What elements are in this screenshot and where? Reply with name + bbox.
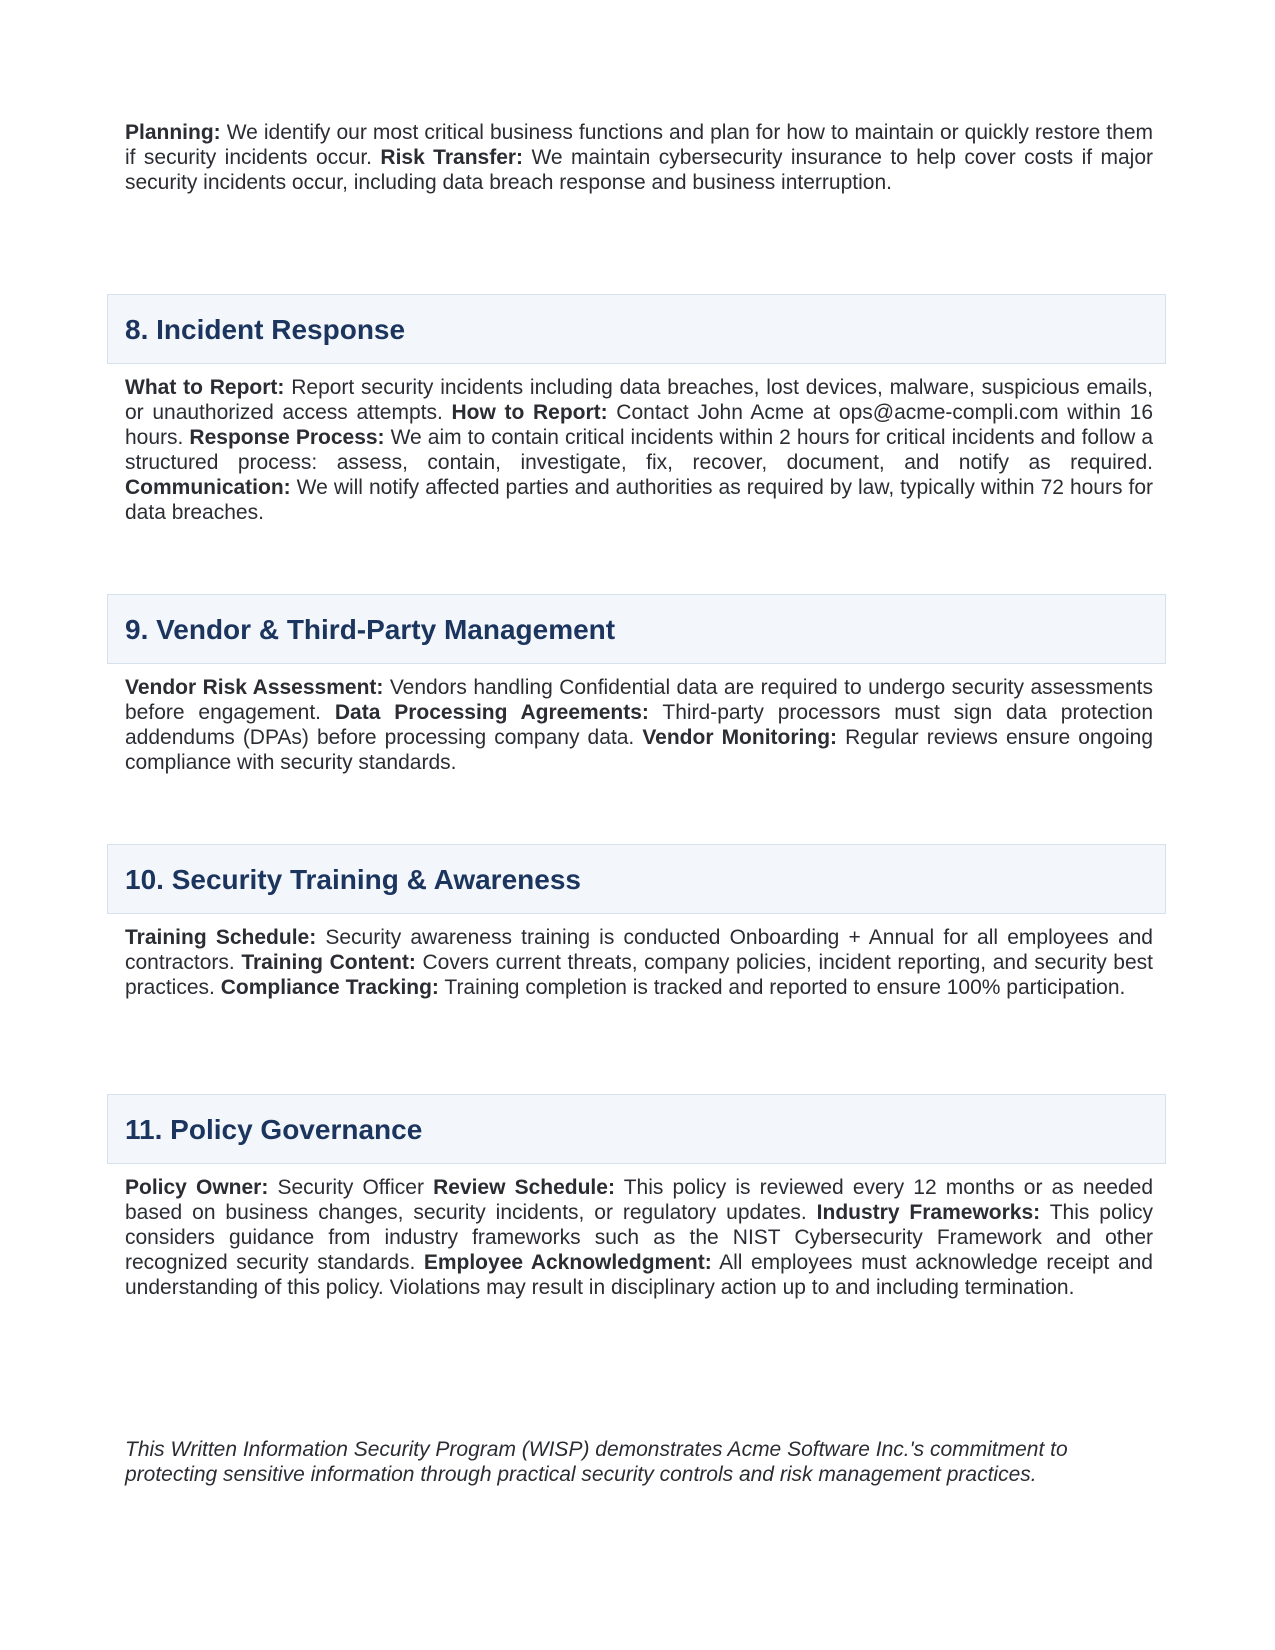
how-to-report-label: How to Report: (451, 401, 608, 424)
industry-frameworks-label: Industry Frameworks: (816, 1201, 1041, 1224)
what-to-report-text: Report security incidents including data breaches, lost devices, malware, suspicious emails, or unauthorized access attempts. (125, 376, 1153, 424)
how-to-report-text: Contact John Acme at ops@acme-compli.com within 16 hours. (125, 401, 1153, 449)
section-8-title: 8. Incident Response (125, 314, 406, 345)
dpa-label: Data Processing Agreements: (334, 701, 649, 724)
response-process-label: Response Process: (189, 426, 385, 449)
employee-acknowledgment-label: Employee Acknowledgment: (423, 1251, 712, 1274)
communication-label: Communication: (125, 476, 291, 499)
closing-statement: This Written Information Security Program (WISP) demonstrates Acme Software Inc.'s commitment to protecting sensitive information through practical security controls and risk management practices. (125, 1438, 1068, 1486)
communication-text: We will notify affected parties and authorities as required by law, typically within 72 hours for data breaches. (125, 476, 1153, 524)
section-8-paragraph (125, 375, 1153, 525)
section-10-title: 10. Security Training & Awareness (125, 864, 581, 895)
planning-label: Planning: (125, 121, 221, 144)
planning-paragraph (125, 120, 1153, 195)
planning-text: We identify our most critical business functions and plan for how to maintain or quickly restore them if security incidents occur. (125, 121, 1153, 169)
training-content-text: Covers current threats, company policies, incident reporting, and security best practices. (125, 951, 1153, 999)
section-9-header (107, 594, 1166, 664)
compliance-tracking-label: Compliance Tracking: (220, 976, 439, 999)
vendor-monitoring-label: Vendor Monitoring: (642, 726, 838, 749)
industry-frameworks-text: This policy considers guidance from industry frameworks such as the NIST Cybersecurity Framework and other recognized security standards. (125, 1201, 1153, 1274)
section-9-paragraph (125, 675, 1153, 775)
what-to-report-label: What to Report: (125, 376, 285, 399)
training-schedule-text: Security awareness training is conducted Onboarding + Annual for all employees and contractors. (125, 926, 1153, 974)
review-schedule-text: This policy is reviewed every 12 months or as needed based on business changes, security incidents, or regulatory updates. (125, 1176, 1153, 1224)
section-9-title: 9. Vendor & Third-Party Management (125, 614, 616, 645)
section-11-paragraph (125, 1175, 1153, 1300)
vendor-monitoring-text: Regular reviews ensure ongoing compliance with security standards. (125, 726, 1153, 774)
section-10-header (107, 844, 1166, 914)
response-process-text: We aim to contain critical incidents within 2 hours for critical incidents and follow a structured process: assess, contain, investigate, fix, recover, document, and notify as required. (125, 426, 1154, 474)
section-10-paragraph (125, 925, 1153, 1000)
section-11-title: 11. Policy Governance (125, 1114, 423, 1145)
vendor-risk-text: Vendors handling Confidential data are required to undergo security assessments before engagement. (125, 676, 1153, 724)
compliance-tracking-text: Training completion is tracked and reported to ensure 100% participation. (438, 976, 1126, 999)
employee-acknowledgment-text: All employees must acknowledge receipt and understanding of this policy. Violations may result in disciplinary action up to and including termination. (125, 1251, 1153, 1299)
training-content-label: Training Content: (241, 951, 416, 974)
policy-owner-label: Policy Owner: (125, 1176, 269, 1199)
training-schedule-label: Training Schedule: (125, 926, 317, 949)
section-8-header (107, 294, 1166, 364)
section-11-header (107, 1094, 1166, 1164)
dpa-text: Third-party processors must sign data protection addendums (DPAs) before processing company data. (125, 701, 1153, 749)
review-schedule-label: Review Schedule: (433, 1176, 615, 1199)
risk-transfer-label: Risk Transfer: (380, 146, 524, 169)
vendor-risk-label: Vendor Risk Assessment: (125, 676, 384, 699)
risk-transfer-text: We maintain cybersecurity insurance to help cover costs if major security incidents occur, including data breach response and business interruption. (125, 146, 1153, 194)
policy-owner-text: Security Officer (268, 1176, 434, 1199)
